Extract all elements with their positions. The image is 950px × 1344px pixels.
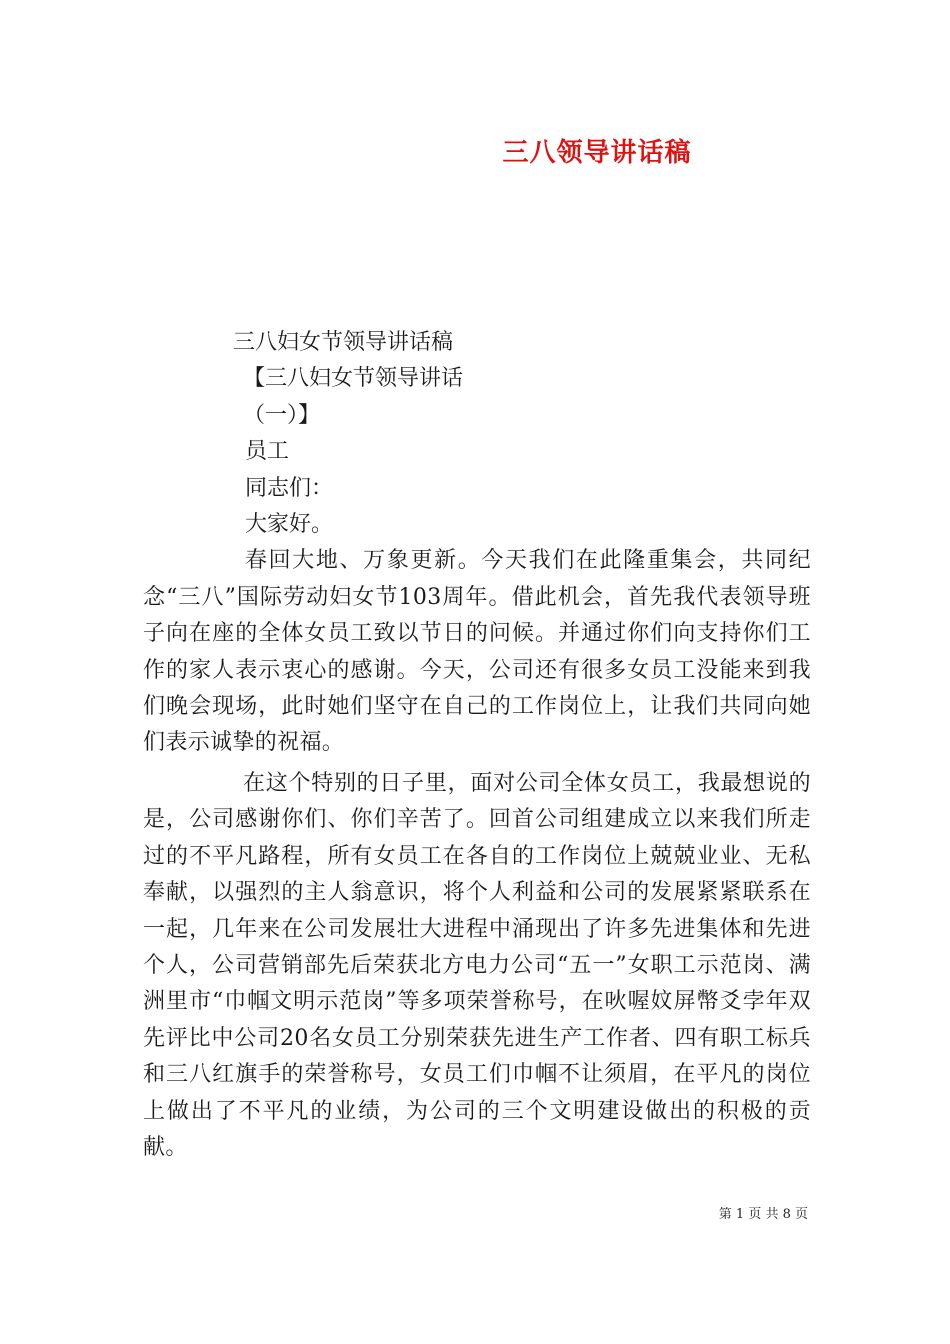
paragraph-opening: 春回大地、万象更新。今天我们在此隆重集会，共同纪念“三八”国际劳动妇女节103周年。借此机会，首先我代表领导班子向在座的全体女员工致以节日的问候。并通过你们向支持你们工作的家人表示衷心的感谢。今天，公司还有很多女员工没能来到我们晚会现场，此时她们坚守在自己的工作岗位上，让我们共同向她们表示诚挚的祝福。 [143, 548, 811, 756]
speech-subtitle: 三八妇女节领导讲话稿 [233, 330, 454, 355]
salutation-staff: 员工 [245, 439, 290, 465]
page-number-footer: 第 1 页 共 8 页 [718, 1207, 808, 1222]
document-title: 三八领导讲话稿 [502, 138, 692, 168]
section-heading-number: （一）】 [243, 402, 321, 428]
section-heading: 【三八妇女节领导讲话 [243, 366, 464, 392]
paragraph-thanks: 在这个特别的日子里，面对公司全体女员工，我最想说的是，公司感谢你们、你们辛苦了。回首公司组建成立以来我们所走过的不平凡路程，所有女员工在各自的工作岗位上兢兢业业、无私奉献，以强烈的主人翁意识，将个人利益和公司的发展紧紧联系在一起，几年来在公司发展壮大进程中涌现出了许多先进集体和先进个人，公司营销部先后荣获北方电力公司“五一”女职工示范岗、满洲里市“巾帼文明示范岗”等多项荣誉称号，在吙喔妏屏幣爻孛年双先评比中公司20名女员工分别荣获先进生产工作者、四有职工标兵和三八红旗手的荣誉称号，女员工们巾帼不让须眉，在平凡的岗位上做出了不平凡的业绩，为公司的三个文明建设做出的积极的贡献。 [143, 770, 811, 1160]
salutation-comrades: 同志们： [245, 475, 334, 501]
greeting-line: 大家好。 [245, 512, 334, 538]
document-body [143, 325, 811, 1166]
